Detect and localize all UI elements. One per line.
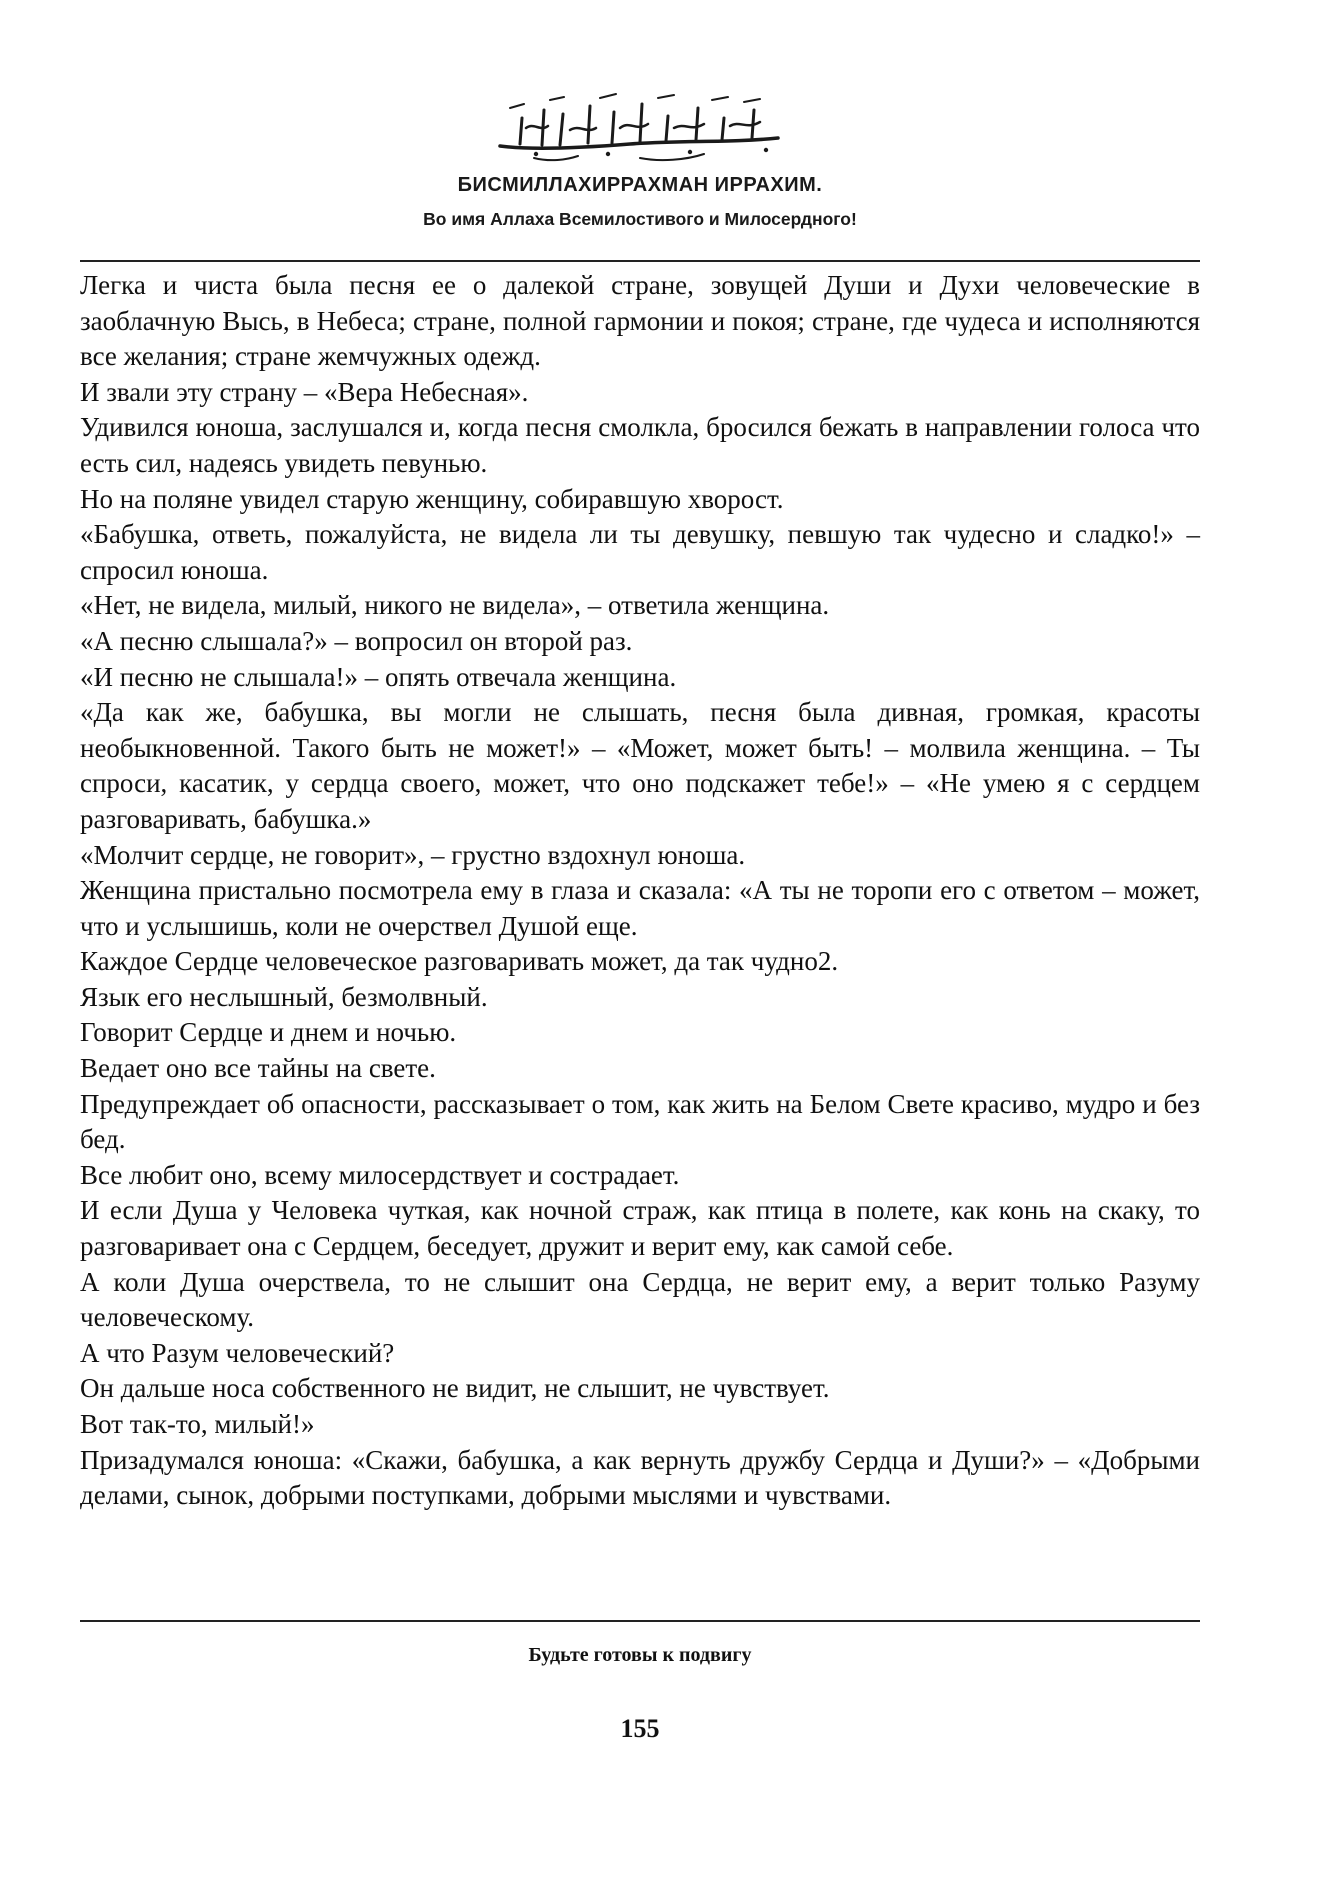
paragraph: «Молчит сердце, не говорит», – грустно вздохнул юноша. (80, 839, 746, 870)
paragraph: «Нет, не видела, милый, никого не видела», – ответила женщина. (80, 590, 830, 621)
paragraph: «А песню слышала?» – вопросил он второй раз. (80, 625, 633, 656)
footer-divider (80, 1620, 1200, 1622)
paragraph: «Бабушка, ответь, пожалуйста, не видела ли ты девушку, певшую так чудесно и сладко!» – спросил юноша. (80, 519, 1200, 585)
paragraph: Язык его неслышный, безмолвный. (80, 981, 488, 1012)
paragraph: А коли Душа очерствела, то не слышит она Сердца, не верит ему, а верит только Разуму человеческому. (80, 1266, 1200, 1333)
paragraph: А что Разум человеческий? (80, 1337, 395, 1368)
bismillah-transliteration: БИСМИЛЛАХИРРАХМАН ИРРАХИМ. (457, 174, 823, 196)
paragraph: «И песню не слышала!» – опять отвечала женщина. (80, 661, 677, 692)
header-divider (80, 260, 1200, 262)
story-text (80, 268, 1200, 1514)
paragraph: Говорит Сердце и днем и ночью. (80, 1017, 457, 1048)
page-number: 155 (620, 1714, 660, 1743)
paragraph: И если Душа у Человека чуткая, как ночной страж, как птица в полете, как конь на скаку, то разговаривает она с Сердцем, беседует, дружит и верит ему, как самой себе. (80, 1195, 1200, 1262)
paragraph: Ведает оно все тайны на свете. (80, 1053, 436, 1084)
running-footer-title: Будьте готовы к подвигу (528, 1644, 752, 1666)
paragraph: «Да как же, бабушка, вы могли не слышать, песня была дивная, громкая, красоты необыкновенной. Такого быть не может!» – «Может, может быть! – молвила женщина. – Ты спроси, касатик, у сердца своего, может, что оно подскажет тебе!» – «Не умею я с сердцем разговаривать, бабушка.» (80, 697, 1200, 834)
paragraph: Но на поляне увидел старую женщину, собиравшую хворост. (80, 483, 784, 514)
paragraph: Вот так-то, милый!» (80, 1409, 315, 1439)
bismillah-translation: Во имя Аллаха Всемилостивого и Милосердного! (423, 209, 857, 229)
paragraph: Легка и чиста была песня ее о далекой стране, зовущей Души и Духи человеческие в заоблачную Высь, в Небеса; стране, полной гармонии и покоя; стране, где чудеса и исполняются все желания; стране жемчужных одежд. (80, 270, 1200, 372)
paragraph: Удивился юноша, заслушался и, когда песня смолкла, бросился бежать в направлении голоса что есть сил, надеясь увидеть певунью. (80, 412, 1200, 478)
paragraph: Предупреждает об опасности, рассказывает о том, как жить на Белом Свете красиво, мудро и без бед. (80, 1088, 1200, 1155)
paragraph: И звали эту страну – «Вера Небесная». (80, 376, 529, 407)
book-page (80, 0, 1200, 1898)
paragraph: Каждое Сердце человеческое разговаривать может, да так чудно2. (80, 946, 839, 977)
page-header (80, 88, 1200, 230)
bismillah-calligraphy (490, 88, 790, 164)
paragraph: Призадумался юноша: «Скажи, бабушка, а как вернуть дружбу Сердца и Души?» – «Добрыми делами, сынок, добрыми поступками, добрыми мыслями и чувствами. (80, 1444, 1200, 1511)
paragraph: Все любит оно, всему милосердствует и сострадает. (80, 1159, 680, 1190)
paragraph: Он дальше носа собственного не видит, не слышит, не чувствует. (80, 1373, 830, 1404)
paragraph: Женщина пристально посмотрела ему в глаза и сказала: «А ты не торопи его с ответом – может, что и услышишь, коли не очерствел Душой еще. (80, 875, 1200, 941)
